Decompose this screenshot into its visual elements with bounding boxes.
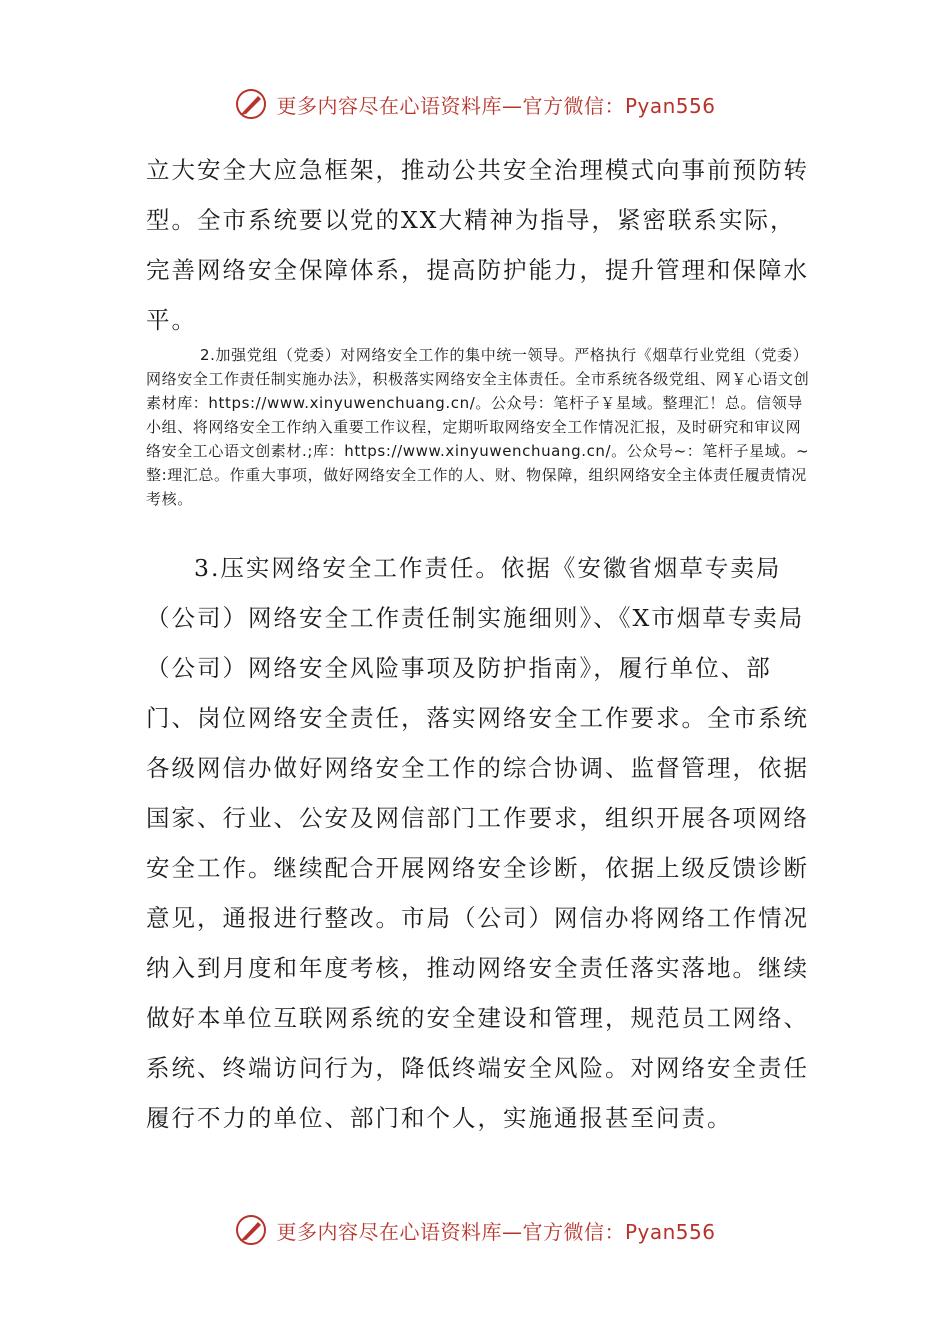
- pen-logo-icon: [234, 87, 268, 121]
- paragraph-1-text: 立大安全大应急框架，推动公共安全治理模式向事前预防转型。全市系统要以党的XX大精神为指导，紧密联系实际，完善网络安全保障体系，提高防护能力，提升管理和保障水平。: [146, 156, 809, 334]
- paragraph-3-text: 3.压实网络安全工作责任。依据《安徽省烟草专卖局（公司）网络安全工作责任制实施细则》、《X市烟草专卖局（公司）网络安全风险事项及防护指南》，履行单位、部门、岗位网络安全责任，落实网络安全工作要求。全市系统各级网信办做好网络安全工作的综合协调、监督管理，依据国家、行业、公安及网信部门工作要求，组织开展各项网络安全工作。继续配合开展网络安全诊断，依据上级反馈诊断意见，通报进行整改。市局（公司）网信办将网络工作情况纳入到月度和年度考核，推动网络安全责任落实落地。继续做好本单位互联网系统的安全建设和管理，规范员工网络、系统、终端访问行为，降低终端安全风险。对网络安全责任履行不力的单位、部门和个人，实施通报甚至问责。: [146, 554, 809, 1132]
- footer-watermark: [0, 1210, 950, 1250]
- paragraph-3: [146, 543, 816, 1143]
- watermark-text: 更多内容尽在心语资料库—官方微信：Pyan556: [276, 93, 716, 118]
- paragraph-2-text: 2.加强党组（党委）对网络安全工作的集中统一领导。严格执行《烟草行业党组（党委）网络安全工作责任制实施办法》，积极落实网络安全主体责任。全市系统各级党组、网￥心语文创素材库：https://www.xinyuwenchuang.cn/。公众号：笔杆子￥星域。整理汇！总。信领导小组、将网络安全工作纳入重要工作议程，定期听取网络安全工作情况汇报，及时研究和审议网络安全工心语文创素材.;库：https://www.xinyuwenchuang.cn/。公众号~：笔杆子星域。~整:理汇总。作重大事项，做好网络安全工作的人、财、物保障，组织网络安全主体责任履责情况考核。: [146, 346, 810, 508]
- pen-logo-icon: [234, 1213, 268, 1247]
- header-watermark: [0, 84, 950, 124]
- watermark-text: 更多内容尽在心语资料库—官方微信：Pyan556: [276, 1219, 716, 1244]
- paragraph-2: [146, 343, 816, 511]
- paragraph-1: [146, 145, 816, 345]
